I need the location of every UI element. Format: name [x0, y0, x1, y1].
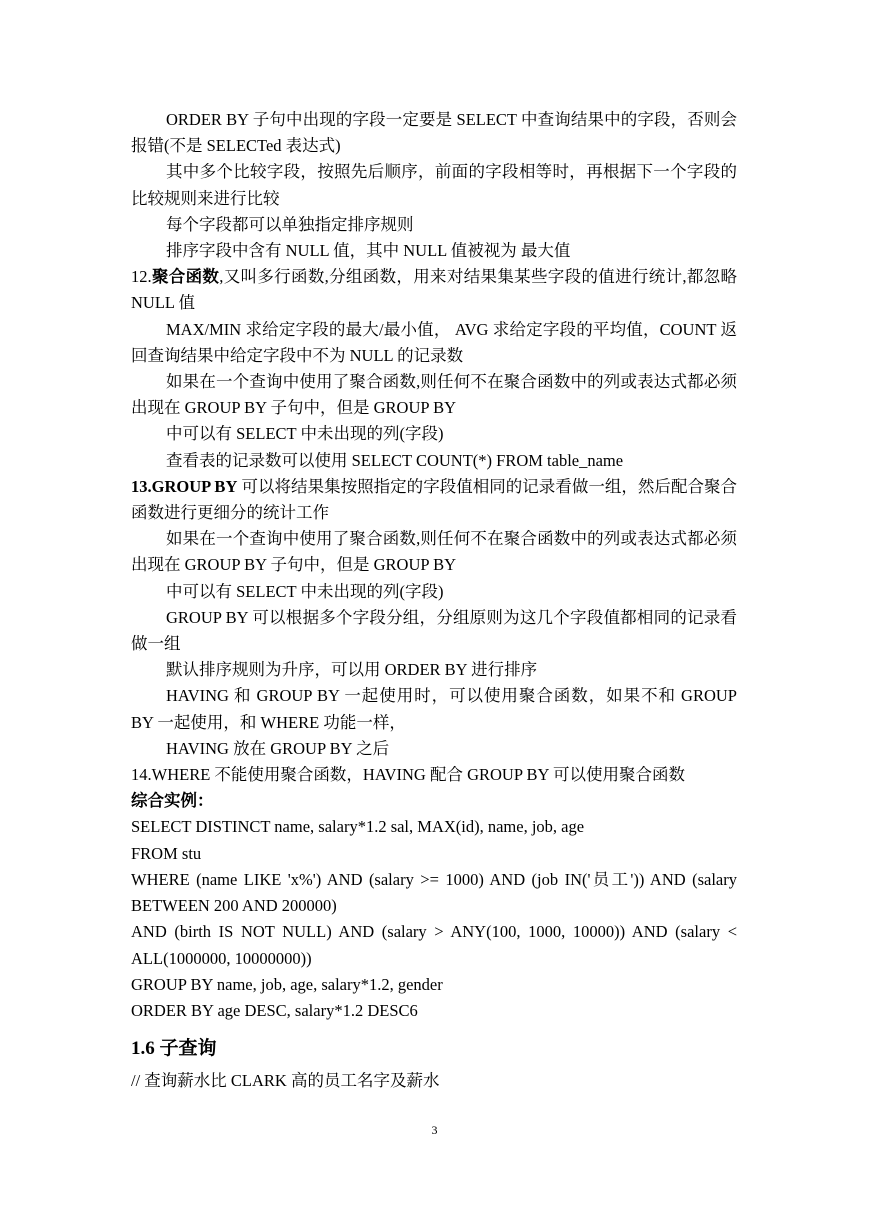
code-line-where: WHERE (name LIKE 'x%') AND (salary >= 1000) AND (job IN('员工')) AND (salary BETWEEN 200 AND 200000) — [131, 869, 737, 916]
item-14: 14.WHERE 不能使用聚合函数，HAVING 配合 GROUP BY 可以使用聚合函数 — [131, 765, 685, 785]
code-line-group-by: GROUP BY name, job, age, salary*1.2, gender — [131, 974, 443, 994]
item-12-text: ,又叫多行函数,分组函数，用来对结果集某些字段的值进行统计,都忽略 NULL 值 — [131, 267, 738, 313]
paragraph-multi-compare: 其中多个比较字段，按照先后顺序，前面的字段相等时，再根据下一个字段的比较规则来进行比较 — [131, 162, 737, 208]
item-12-heading — [131, 264, 737, 316]
code-line-from: FROM stu — [131, 843, 202, 863]
page-number: 3 — [431, 1123, 438, 1137]
example-title: 综合实例： — [131, 791, 214, 811]
code-comment: // 查询薪水比 CLARK 高的员工名字及薪水 — [131, 1071, 440, 1091]
code-line-order-by: ORDER BY age DESC, salary*1.2 DESC6 — [131, 1000, 418, 1020]
paragraph-null-sort: 排序字段中含有 NULL 值，其中 NULL 值被视为 最大值 — [166, 241, 571, 261]
paragraph-aggregate-funcs: MAX/MIN 求给定字段的最大/最小值， AVG 求给定字段的平均值，COUNT 返回查询结果中给定字段中不为 NULL 的记录数 — [131, 319, 737, 365]
code-line-select: SELECT DISTINCT name, salary*1.2 sal, MAX(id), name, job, age — [131, 817, 585, 837]
item-13-text: 可以将结果集按照指定的字段值相同的记录看做一组，然后配合聚合函数进行更细分的统计工作 — [131, 476, 737, 523]
paragraph-aggregate-select: 中可以有 SELECT 中未出现的列(字段) — [166, 424, 444, 444]
item-13-number: 13. — [131, 476, 152, 496]
paragraph-groupby-order: 默认排序规则为升序，可以用 ORDER BY 进行排序 — [166, 660, 538, 680]
item-13-term: GROUP BY — [151, 476, 238, 496]
section-heading: 1.6 子查询 — [131, 1038, 217, 1060]
paragraph-groupby-select: 中可以有 SELECT 中未出现的列(字段) — [166, 581, 444, 601]
item-12-number: 12. — [131, 267, 152, 287]
page-content — [131, 107, 737, 1094]
item-13-heading — [131, 474, 737, 526]
paragraph-groupby-aggregate: 如果在一个查询中使用了聚合函数,则任何不在聚合函数中的列或表达式都必须出现在 GROUP BY 子句中，但是 GROUP BY — [131, 529, 737, 575]
paragraph-count-rows: 查看表的记录数可以使用 SELECT COUNT(*) FROM table_name — [166, 450, 624, 470]
paragraph-groupby-multi: GROUP BY 可以根据多个字段分组，分组原则为这几个字段值都相同的记录看做一组 — [131, 607, 737, 654]
paragraph-order-by: ORDER BY 子句中出现的字段一定要是 SELECT 中查询结果中的字段，否则会报错(不是 SELECTed 表达式) — [131, 110, 737, 156]
item-12-term: 聚合函数 — [151, 267, 220, 287]
paragraph-aggregate-groupby: 如果在一个查询中使用了聚合函数,则任何不在聚合函数中的列或表达式都必须出现在 GROUP BY 子句中，但是 GROUP BY — [131, 372, 737, 418]
code-line-and: AND (birth IS NOT NULL) AND (salary > ANY(100, 1000, 10000)) AND (salary < ALL(1000000, 10000000)) — [131, 922, 737, 968]
paragraph-sort-rule: 每个字段都可以单独指定排序规则 — [166, 214, 414, 234]
paragraph-having-position: HAVING 放在 GROUP BY 之后 — [166, 738, 390, 758]
paragraph-having: HAVING 和 GROUP BY 一起使用时，可以使用聚合函数，如果不和 GROUP BY 一起使用，和 WHERE 功能一样， — [131, 686, 737, 732]
